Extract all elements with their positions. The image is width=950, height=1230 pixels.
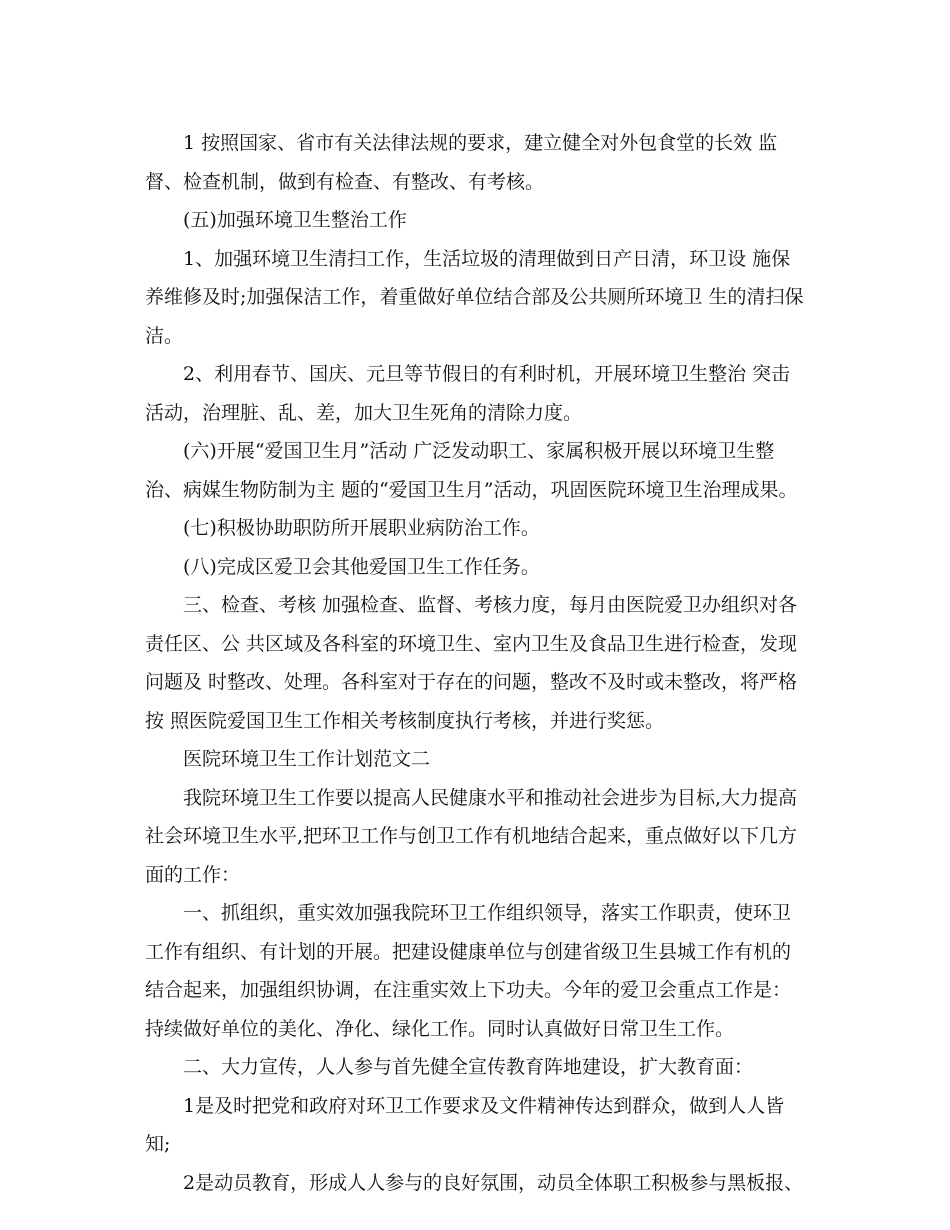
paragraph-holiday-campaign: 2、利用春节、国庆、元旦等节假日的有利时机，开展环境卫生整治 突击活动，治理脏、乱、差，加大卫生死角的清除力度。 [145, 363, 791, 424]
heading-sample-two: 医院环境卫生工作计划范文二 [183, 748, 431, 770]
paragraph-health-month: (六)开展“爱国卫生月”活动 广泛发动职工、家属积极开展以环境卫生整治、病媒生物防制为主 题的“爱国卫生月”活动，巩固医院环境卫生治理成果。 [145, 440, 798, 501]
paragraph-organization: 一、抓组织，重实效加强我院环卫工作组织领导，落实工作职责，使环卫工作有组织、有计划的开展。把建设健康单位与创建省级卫生县城工作有机的结合起来，加强组织协调，在注重实效上下功夫。今年的爱卫会重点工作是：持续做好单位的美化、净化、绿化工作。同时认真做好日常卫生工作。 [145, 902, 792, 1040]
heading-section-8: (八)完成区爱卫会其他爱国卫生工作任务。 [183, 555, 540, 578]
heading-section-5: (五)加强环境卫生整治工作 [183, 209, 407, 231]
paragraph-item-2: 2是动员教育，形成人人参与的良好氛围，动员全体职工积极参与黑板报、 [183, 1171, 804, 1194]
paragraph-goals: 我院环境卫生工作要以提高人民健康水平和推动社会进步为目标,大力提高社会环境卫生水平,把环卫工作与创卫工作有机地结合起来，重点做好以下几方面的工作： [145, 786, 798, 886]
document-body [145, 124, 805, 1202]
paragraph-cleaning-work: 1、加强环境卫生清扫工作，生活垃圾的清理做到日产日清，环卫设 施保养维修及时;加强保洁工作，着重做好单位结合部及公共厕所环境卫 生的清扫保洁。 [145, 247, 804, 347]
paragraph-canteen-supervision: 1 按照国家、省市有关法律法规的要求，建立健全对外包食堂的长效 监督、检查机制，做到有检查、有整改、有考核。 [145, 132, 778, 193]
paragraph-item-1: 1是及时把党和政府对环卫工作要求及文件精神传达到群众，做到人人皆知; [145, 1094, 785, 1155]
paragraph-publicity: 二、大力宣传，人人参与首先健全宣传教育阵地建设，扩大教育面： [183, 1056, 754, 1078]
heading-section-7: (七)积极协助职防所开展职业病防治工作。 [183, 517, 540, 539]
paragraph-inspection: 三、检查、考核 加强检查、监督、考核力度，每月由医院爱卫办组织对各责任区、公 共区域及各科室的环境卫生、室内卫生及食品卫生进行检查，发现问题及 时整改、处理。各科室对于存在的问题，整改不及时或未整改，将严格按 照医院爱国卫生工作相关考核制度执行考核，并进行奖惩。 [145, 594, 798, 732]
